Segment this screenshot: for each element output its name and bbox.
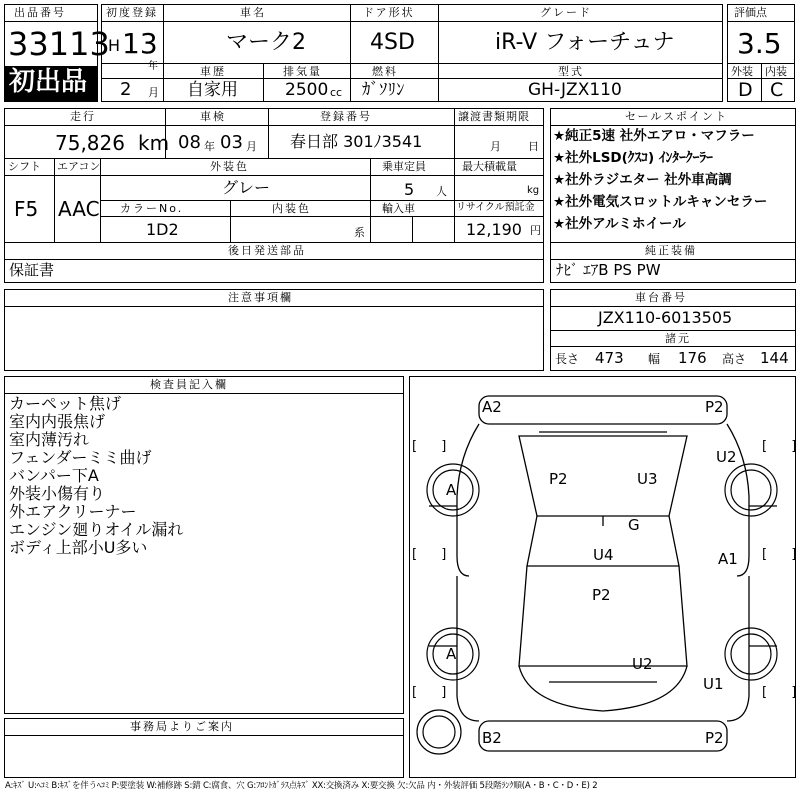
later-parts: 保証書 bbox=[9, 261, 55, 279]
mileage-unit: km bbox=[138, 131, 170, 155]
diagram-mark: A bbox=[446, 645, 457, 663]
disp-unit: cc bbox=[330, 86, 343, 99]
diagram-mark: P2 bbox=[705, 729, 724, 747]
height: 144 bbox=[760, 349, 789, 367]
inspector-line: ボディ上部小U多い bbox=[9, 538, 148, 557]
diagram-bracket: [ ] bbox=[762, 685, 806, 700]
equip: ﾅﾋﾞ ｴｱB PS PW bbox=[556, 261, 661, 279]
door-type: 4SD bbox=[370, 30, 415, 55]
diagram-mark: A bbox=[446, 481, 457, 499]
sales-point: ★社外電気スロットルキャンセラー bbox=[553, 194, 768, 210]
colorno: 1D2 bbox=[146, 220, 179, 239]
inspect-label: 車検 bbox=[200, 110, 226, 123]
inspector-line: バンパー下A bbox=[9, 466, 99, 485]
inspect-month-unit: 月 bbox=[246, 140, 257, 153]
chassis-number: JZX110-6013505 bbox=[598, 308, 733, 327]
diagram-bracket: [ ] bbox=[412, 547, 457, 562]
chassis-label: 車台番号 bbox=[635, 291, 687, 304]
diagram-bracket: [ ] bbox=[762, 439, 806, 454]
cap-unit: 人 bbox=[436, 185, 447, 198]
grade-label: グレード bbox=[540, 6, 592, 19]
legend: A:ｷｽﾞ U:ﾍｺﾐ B:ｷｽﾞを伴うﾍｺﾐ P:要塗装 W:補修跡 S:錆 C:腐食、穴 G:ﾌﾛﾝﾄｶﾞﾗｽ点ｷｽﾞ XX:交換済み X:要交換 欠:欠品 内・外装評価 5段階ﾗﾝｸ順(A・B・C・D・E) 2 bbox=[5, 781, 598, 791]
diagram-mark: U4 bbox=[593, 546, 614, 564]
later-label: 後日発送部品 bbox=[228, 244, 306, 257]
width: 176 bbox=[678, 349, 707, 367]
hgt-label: 高さ bbox=[722, 352, 747, 366]
color-label: 外装色 bbox=[210, 160, 249, 173]
diagram-mark: B2 bbox=[482, 729, 502, 747]
transfer-label: 譲渡書類期限 bbox=[458, 110, 530, 123]
inspector-line: フェンダーミミ曲げ bbox=[9, 448, 152, 467]
score: 3.5 bbox=[737, 27, 782, 60]
inspector-line: 室内内張焦げ bbox=[9, 412, 106, 431]
reg-year-unit: 年 bbox=[148, 61, 158, 72]
wid-label: 幅 bbox=[648, 352, 661, 366]
inspector-line: カーペット焦げ bbox=[9, 394, 122, 413]
diagram-mark: U2 bbox=[632, 655, 653, 673]
office-label: 事務局よりご案内 bbox=[130, 720, 234, 733]
diagram-mark: A1 bbox=[718, 550, 738, 568]
equip-label: 純正装備 bbox=[645, 244, 697, 257]
sales-point: ★純正5速 社外エアロ・マフラー bbox=[553, 128, 755, 144]
plate-label: 登録番号 bbox=[320, 110, 372, 123]
diagram-bracket: [ ] bbox=[762, 547, 806, 562]
plate: 春日部 301ﾉ3541 bbox=[290, 132, 423, 151]
import-label: 輸入車 bbox=[382, 202, 415, 215]
ext-grade: D bbox=[738, 79, 753, 101]
fuel: ｶﾞｿﾘﾝ bbox=[362, 80, 405, 100]
notes-label: 注意事項欄 bbox=[228, 291, 293, 304]
transfer-day: 日 bbox=[528, 140, 539, 153]
sales-points bbox=[553, 130, 794, 240]
recycle: 12,190 bbox=[466, 220, 522, 239]
reg-month: 2 bbox=[120, 79, 132, 100]
inspector-notes bbox=[9, 396, 399, 558]
history-label: 車歴 bbox=[200, 65, 226, 78]
name-label: 車名 bbox=[240, 6, 266, 19]
diagram-mark: U2 bbox=[716, 448, 737, 466]
inspector-line: 外装小傷有り bbox=[9, 484, 106, 503]
shift-label: シフト bbox=[8, 160, 41, 173]
reg-year: 13 bbox=[122, 27, 158, 60]
inspector-line: 室内薄汚れ bbox=[9, 430, 90, 449]
length: 473 bbox=[595, 349, 624, 367]
diagram-bracket: [ ] bbox=[412, 439, 457, 454]
ext-label: 外装 bbox=[731, 65, 753, 78]
capacity: 5 bbox=[404, 180, 415, 199]
sales-point: ★社外アルミホイール bbox=[553, 216, 686, 232]
inspect-month: 03 bbox=[220, 132, 243, 153]
model-code: GH-JZX110 bbox=[528, 80, 622, 100]
diagram-bracket: [ ] bbox=[412, 685, 457, 700]
recycle-unit: 円 bbox=[530, 224, 541, 237]
inspector-label: 検査員記入欄 bbox=[150, 378, 228, 391]
len-label: 長さ bbox=[555, 352, 580, 366]
colorno-label: カラーNo. bbox=[120, 202, 184, 215]
ac-label: エアコン bbox=[57, 160, 101, 173]
transfer-month: 月 bbox=[490, 140, 501, 153]
inspect-year-unit: 年 bbox=[204, 140, 215, 153]
car-diagram bbox=[409, 376, 796, 778]
diagram-mark: U1 bbox=[703, 675, 724, 693]
sales-point: ★社外ラジエター 社外車高調 bbox=[553, 172, 732, 188]
load-label: 最大積載量 bbox=[462, 160, 517, 173]
diagram-mark: P2 bbox=[705, 398, 724, 416]
inspector-line: 外エアクリーナー bbox=[9, 502, 137, 521]
color: グレー bbox=[222, 178, 271, 197]
displacement: 2500 bbox=[285, 80, 329, 100]
intcolor-unit: 系 bbox=[354, 226, 365, 239]
score-label: 評価点 bbox=[734, 6, 767, 19]
load-unit: kg bbox=[527, 185, 540, 196]
car-name: マーク2 bbox=[226, 30, 306, 55]
reg-month-unit: 月 bbox=[148, 86, 159, 99]
cap-label: 乗車定員 bbox=[382, 160, 426, 173]
intcolor-label: 内装色 bbox=[272, 202, 311, 215]
inspect-year: 08 bbox=[178, 132, 201, 153]
diagram-mark: G bbox=[628, 516, 640, 534]
model-label: 型式 bbox=[558, 65, 584, 78]
ac: AAC bbox=[58, 197, 100, 221]
diagram-mark: U3 bbox=[637, 470, 658, 488]
sales-point: ★社外LSD(ｸｽｺ) ｲﾝﾀｰｸｰﾗｰ bbox=[553, 150, 713, 166]
recycle-label: リサイクル預託金 bbox=[456, 202, 535, 213]
diagram-mark: P2 bbox=[592, 586, 611, 604]
history: 自家用 bbox=[187, 80, 238, 100]
sales-label: セールスポイント bbox=[625, 110, 729, 123]
door-label: ドア形状 bbox=[363, 6, 415, 19]
disp-label: 排気量 bbox=[283, 65, 322, 78]
fuel-label: 燃料 bbox=[372, 65, 398, 78]
shift: F5 bbox=[14, 197, 39, 221]
spec-label: 諸元 bbox=[665, 332, 691, 345]
int-grade: C bbox=[770, 79, 784, 101]
first-listing-label: 初出品 bbox=[9, 67, 88, 97]
inspector-line: エンジン廻りオイル漏れ bbox=[9, 520, 184, 539]
lot-label: 出品番号 bbox=[14, 6, 66, 19]
grade: iR-V フォーチュナ bbox=[495, 30, 675, 55]
int-label: 内装 bbox=[765, 65, 787, 78]
diagram-mark: P2 bbox=[549, 470, 568, 488]
mileage: 75,826 bbox=[55, 131, 125, 155]
first-reg-label: 初度登録 bbox=[106, 6, 158, 19]
lot-number: 33113 bbox=[8, 25, 110, 63]
era: H bbox=[108, 36, 121, 55]
mileage-label: 走行 bbox=[70, 110, 96, 123]
diagram-mark: A2 bbox=[482, 398, 502, 416]
